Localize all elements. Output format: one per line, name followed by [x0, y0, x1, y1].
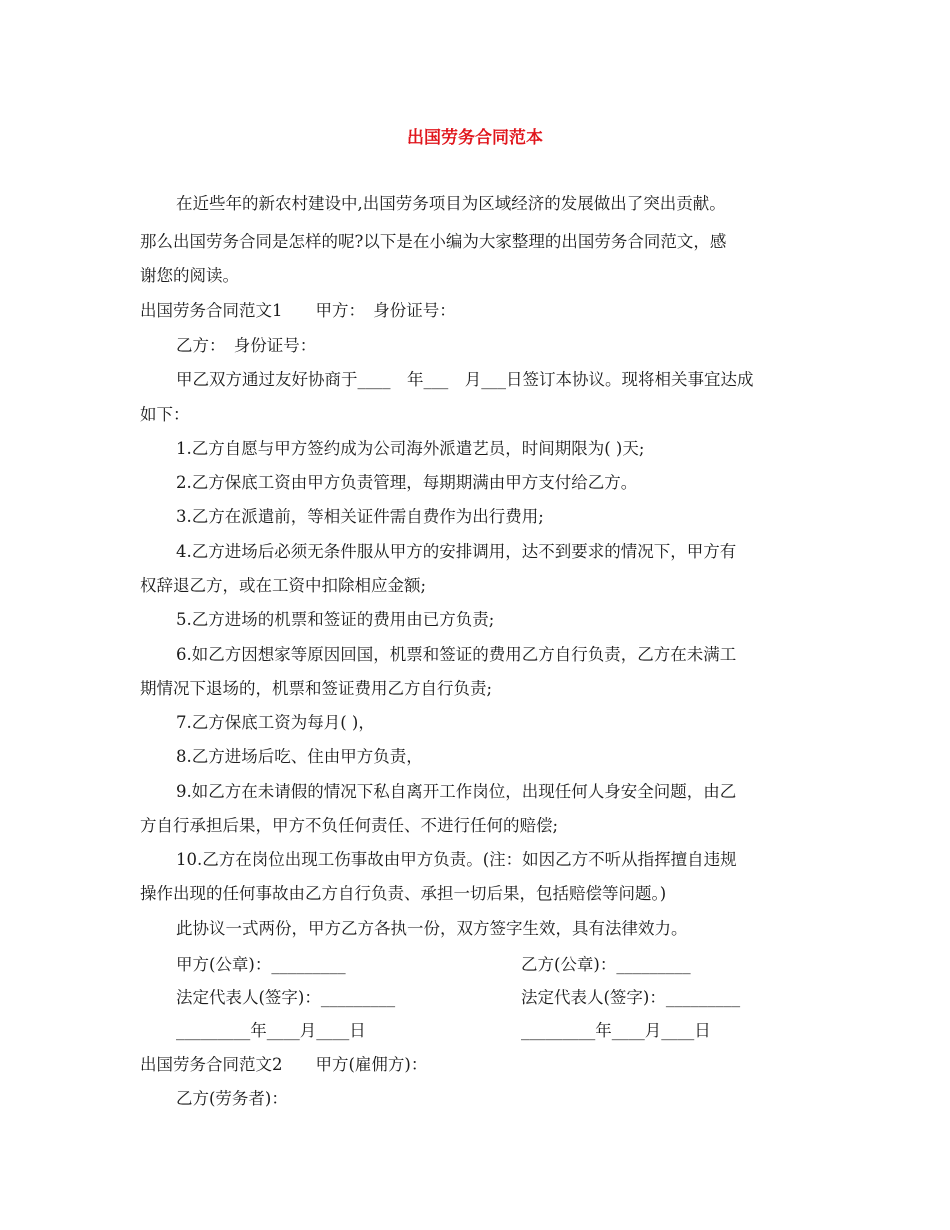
clause-3: 3.乙方在派遣前，等相关证件需自费作为出行费用; — [176, 507, 544, 526]
clause-1: 1.乙方自愿与甲方签约成为公司海外派遣艺员，时间期限为( )天; — [176, 439, 645, 458]
clause-9-line-1: 9.如乙方在未请假的情况下私自离开工作岗位，出现任何人身安全问题，由乙 — [176, 782, 737, 801]
clause-6-line-2: 期情况下退场的，机票和签证费用乙方自行负责; — [140, 679, 493, 698]
clause-9-line-2: 方自行承担后果，甲方不负任何责任、不进行任何的赔偿; — [140, 816, 559, 835]
party-b2-line: 乙方(劳务者)： — [176, 1089, 288, 1108]
closing-line: 此协议一式两份，甲方乙方各执一份，双方签字生效，具有法律效力。 — [176, 919, 688, 938]
clause-7: 7.乙方保底工资为每月( )， — [176, 713, 375, 732]
intro-line-3: 谢您的阅读。 — [140, 266, 239, 285]
clause-4-line-2: 权辞退乙方，或在工资中扣除相应金额; — [140, 576, 427, 595]
sample2-heading: 出国劳务合同范文2 甲方(雇佣方)： — [140, 1055, 428, 1074]
sign-left-date: _________年____月____日 — [176, 1021, 366, 1040]
agreement-line-1: 甲乙双方通过友好协商于____ 年___ 月___日签订本协议。现将相关事宜达成 — [176, 370, 754, 389]
clause-10-line-2: 操作出现的任何事故由乙方自行负责、承担一切后果，包括赔偿等问题。) — [140, 884, 667, 903]
clause-8: 8.乙方进场后吃、住由甲方负责， — [176, 747, 423, 766]
party-b-line: 乙方： 身份证号： — [176, 336, 317, 355]
clause-6-line-1: 6.如乙方因想家等原因回国，机票和签证的费用乙方自行负责，乙方在未满工 — [176, 645, 737, 664]
sample1-heading: 出国劳务合同范文1 甲方： 身份证号： — [140, 301, 456, 320]
clause-10-line-1: 10.乙方在岗位出现工伤事故由甲方负责。(注：如因乙方不听从指挥擅自违规 — [176, 850, 737, 869]
sign-left-seal: 甲方(公章)：_________ — [176, 955, 346, 974]
sign-right-seal: 乙方(公章)：_________ — [521, 955, 691, 974]
intro-line-1: 在近些年的新农村建设中,出国劳务项目为区域经济的发展做出了突出贡献。 — [176, 194, 726, 213]
clause-5: 5.乙方进场的机票和签证的费用由已方负责; — [176, 610, 495, 629]
clause-4-line-1: 4.乙方进场后必须无条件服从甲方的安排调用，达不到要求的情况下，甲方有 — [176, 542, 737, 561]
sign-right-date: _________年____月____日 — [521, 1021, 711, 1040]
sign-right-rep: 法定代表人(签字)：_________ — [521, 988, 741, 1007]
agreement-line-2: 如下： — [140, 405, 190, 424]
sign-left-rep: 法定代表人(签字)：_________ — [176, 988, 396, 1007]
document-title: 出国劳务合同范本 — [407, 128, 543, 148]
clause-2: 2.乙方保底工资由甲方负责管理，每期期满由甲方支付给乙方。 — [176, 473, 638, 492]
intro-line-2: 那么出国劳务合同是怎样的呢?以下是在小编为大家整理的出国劳务合同范文，感 — [140, 232, 727, 251]
